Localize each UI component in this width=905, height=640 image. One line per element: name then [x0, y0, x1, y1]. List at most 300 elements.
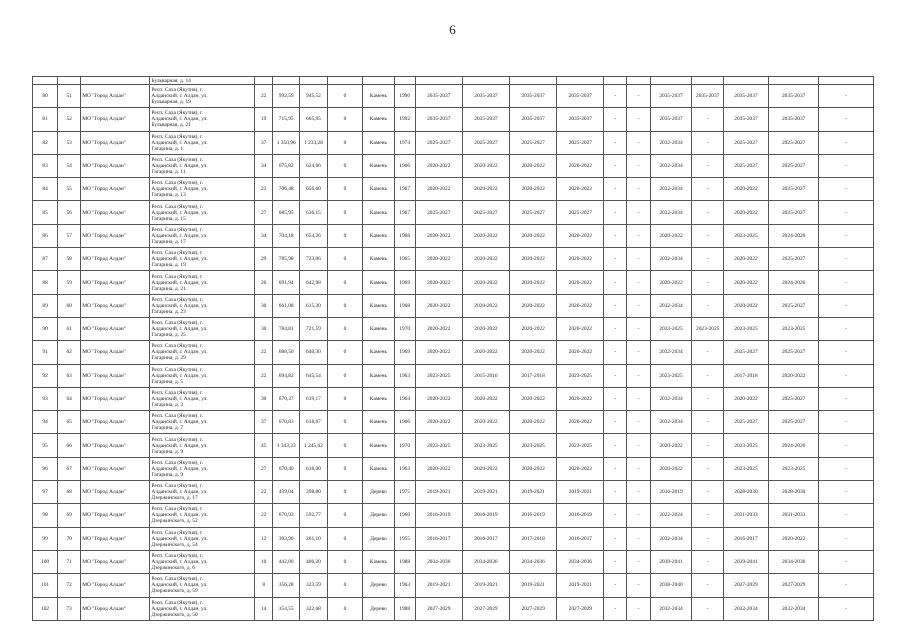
cell-p6: - [692, 201, 723, 224]
cell-p6: - [692, 481, 723, 504]
cell-f: 22 [255, 341, 273, 364]
cell-p5: 2038-2040 [650, 574, 692, 597]
cell-p2: 2020-2022 [462, 317, 509, 340]
cell-a1: 439,04 [273, 481, 300, 504]
cell-p1: 2020-2022 [415, 154, 462, 177]
address-line: Алданский, г. Алдан, ул. [151, 326, 208, 333]
cell-p3: 2020-2022 [510, 411, 557, 434]
cell-m: 73 [58, 597, 81, 620]
cell-p5: 2032-2034 [650, 341, 692, 364]
table-row [33, 178, 874, 201]
cell-mat: Камень [363, 457, 394, 480]
cell-a1: 356,28 [273, 574, 300, 597]
cell-addr [150, 457, 255, 480]
cell-m: 59 [58, 271, 81, 294]
cell-addr [150, 201, 255, 224]
cell-f: 37 [255, 411, 273, 434]
cell-p4: 2020-2022 [557, 271, 604, 294]
cell-a1: 785,98 [273, 248, 300, 271]
cell-d1: - [604, 597, 627, 620]
cell-mat: Камень [363, 387, 394, 410]
cell-a2: 1 233,28 [300, 131, 327, 154]
cell-addr [150, 550, 255, 573]
cell-a2: 323,59 [300, 574, 327, 597]
cell-a1: 992,59 [273, 85, 300, 108]
cell-p3: 2017-2018 [510, 364, 557, 387]
cell-yr: 1968 [394, 294, 415, 317]
cell-p1: 2025-2027 [415, 201, 462, 224]
cell-a1: 670,83 [273, 411, 300, 434]
cell-p1: 2034-2036 [415, 550, 462, 573]
cell-mat: Камень [363, 108, 394, 131]
cell-yr: 1967 [394, 201, 415, 224]
cell-p5: 2032-2034 [650, 154, 692, 177]
cell-p4: 2020-2022 [557, 248, 604, 271]
cell-p2: 2020-2022 [462, 154, 509, 177]
cell-addr [150, 527, 255, 550]
cell-d3: - [819, 387, 874, 410]
cell-mat: Камень [363, 248, 394, 271]
cell-z: 0 [327, 201, 363, 224]
cell-p7: 2025-2027 [723, 411, 768, 434]
cell-p4: 2020-2022 [557, 224, 604, 247]
cell-p8: 2025-2027 [769, 154, 819, 177]
cell-n: 85 [33, 201, 58, 224]
cell-a1: 661,08 [273, 294, 300, 317]
cell-p8: 2023-2025 [769, 317, 819, 340]
address-line: Алданский, г. Алдан, ул. [151, 535, 208, 542]
table-row [33, 201, 874, 224]
cell-mo: МО "Город Алдан" [81, 317, 150, 340]
cell-mo: МО "Город Алдан" [81, 481, 150, 504]
cell-p2: 2020-2022 [462, 411, 509, 434]
table-row [33, 364, 874, 387]
cell-mo: МО "Город Алдан" [81, 85, 150, 108]
cell-addr [150, 85, 255, 108]
cell-p2: 2027-2029 [462, 597, 509, 620]
cell-p6: - [692, 550, 723, 573]
cell-d3: - [819, 108, 874, 131]
cell-m: 54 [58, 154, 81, 177]
table-row [33, 248, 874, 271]
cell-p6: - [692, 271, 723, 294]
cell-p7: 2035-2037 [723, 108, 768, 131]
cell-addr [150, 317, 255, 340]
cell-p3: 2019-2021 [510, 481, 557, 504]
cell-p5: 2032-2034 [650, 294, 692, 317]
cell-addr [150, 178, 255, 201]
cell-p5: 2023-2025 [650, 364, 692, 387]
cell-p5: 2016-2019 [650, 481, 692, 504]
cell-m: 65 [58, 411, 81, 434]
cell-p7: 2023-2025 [723, 224, 768, 247]
cell-addr [150, 271, 255, 294]
address-line: Гагарина, д. 21 [151, 285, 186, 292]
address-line: Алданский, г. Алдан, ул. [151, 139, 208, 146]
cell-mat: Камень [363, 178, 394, 201]
cell-p7: 2028-2030 [723, 481, 768, 504]
cell-p3: 2023-2025 [510, 434, 557, 457]
cell-yr: 1965 [394, 248, 415, 271]
cell-p1: 2020-2022 [415, 317, 462, 340]
address-line: Гагарина, д. 11 [151, 169, 186, 176]
cell-n: 100 [33, 550, 58, 573]
cell-p4: 2020-2022 [557, 317, 604, 340]
cell-d1: - [604, 201, 627, 224]
cell-d2: - [627, 550, 650, 573]
cell-d3: - [819, 341, 874, 364]
cell-mo: МО "Город Алдан" [81, 597, 150, 620]
cell-f: 34 [255, 154, 273, 177]
cell-p5: 2032-2034 [650, 387, 692, 410]
cell-a2: 261,10 [300, 527, 327, 550]
cell-p5: 2020-2022 [650, 271, 692, 294]
cell-p4: 2020-2022 [557, 411, 604, 434]
table-row [33, 387, 874, 410]
cell-a2: 723,06 [300, 248, 327, 271]
cell-p1: 2023-2025 [415, 364, 462, 387]
address-line: Гагарина, д. 15 [151, 215, 186, 222]
table-row [33, 457, 874, 480]
cell-a1: 784,81 [273, 317, 300, 340]
cell-n: 84 [33, 178, 58, 201]
address-line: Респ. Саха (Якутия), г. [151, 599, 203, 606]
cell-f: 27 [255, 457, 273, 480]
cell-p3: 2035-2037 [510, 85, 557, 108]
cell-p2: 2035-2037 [462, 85, 509, 108]
cell-mo: МО "Город Алдан" [81, 364, 150, 387]
cell-f: 22 [255, 85, 273, 108]
cell-p3: 2034-2036 [510, 550, 557, 573]
cell-f: 22 [255, 481, 273, 504]
cell-addr [150, 504, 255, 527]
address-line: Гагарина, д. 3 [151, 402, 184, 408]
address-line: Респ. Саха (Якутия), г. [151, 483, 203, 490]
cell-a2: 624,66 [300, 154, 327, 177]
cell-p3: 2035-2037 [510, 108, 557, 131]
cell-mat: Дерево [363, 597, 394, 620]
address-line: Дзержинского, д. 6 [151, 565, 195, 572]
cell-p4: 2020-2022 [557, 387, 604, 410]
cell-addr [150, 597, 255, 620]
cell-p6: - [692, 131, 723, 154]
address-line: Алданский, г. Алдан, ул. [151, 186, 208, 193]
cell-f: 29 [255, 248, 273, 271]
cell-mo: МО "Город Алдан" [81, 108, 150, 131]
cell-n: 99 [33, 527, 58, 550]
cell-p3: 2020-2022 [510, 271, 557, 294]
cell-p2: 2020-2022 [462, 178, 509, 201]
cell-p7: 2039-2041 [723, 550, 768, 573]
cell-yr: 1964 [394, 387, 415, 410]
cell-p2: 2023-2025 [462, 434, 509, 457]
cell-z: 0 [327, 504, 363, 527]
cell-p2: 2020-2022 [462, 294, 509, 317]
cell-d3: - [819, 131, 874, 154]
cell-mo: МО "Город Алдан" [81, 248, 150, 271]
cell-p8: 2024-2026 [769, 434, 819, 457]
cell-d2: - [627, 294, 650, 317]
cell-p2: 2019-2021 [462, 574, 509, 597]
cell-p8: 2025-2027 [769, 294, 819, 317]
table-row [33, 411, 874, 434]
address-line: Алданский, г. Алдан, ул. [151, 442, 208, 449]
cell-a2: 654,26 [300, 224, 327, 247]
cell-d2: - [627, 131, 650, 154]
cell-addr [150, 481, 255, 504]
cell-addr [150, 248, 255, 271]
address-line: Дзержинского, д. 59 [151, 588, 198, 595]
cell-z: 0 [327, 457, 363, 480]
cell-p6: - [692, 527, 723, 550]
cell-p2: 2020-2022 [462, 457, 509, 480]
address-line: Дзержинского, д. 50 [151, 611, 198, 618]
cell-a1: 691,94 [273, 271, 300, 294]
cell-n: 90 [33, 317, 58, 340]
cell-mat: Камень [363, 411, 394, 434]
cell-f: 30 [255, 294, 273, 317]
cell-p1: 2020-2022 [415, 387, 462, 410]
cell-p5: 2032-2034 [650, 597, 692, 620]
cell-mo: МО "Город Алдан" [81, 341, 150, 364]
cell-d1: - [604, 108, 627, 131]
address-line: Алданский, г. Алдан, ул. [151, 396, 208, 402]
cell-addr [150, 387, 255, 410]
cell-a1: 670,37 [273, 387, 300, 410]
cell-yr: 1990 [394, 85, 415, 108]
cell-d3: - [819, 294, 874, 317]
cell-a2: 642,98 [300, 271, 327, 294]
cell-a2: 618,00 [300, 457, 327, 480]
cell-f: 30 [255, 387, 273, 410]
address-line: Бульварная, д. 19 [151, 99, 191, 106]
cell-p4: 2025-2027 [557, 131, 604, 154]
cell-a1: 685,95 [273, 201, 300, 224]
cell-p5: 2023-2025 [650, 317, 692, 340]
address-line: Алданский, г. Алдан, ул. [151, 372, 208, 379]
cell-p6: - [692, 434, 723, 457]
cell-p3: 2020-2022 [510, 294, 557, 317]
cell-a1: 675,82 [273, 154, 300, 177]
cell-p8: 2025-2027 [769, 411, 819, 434]
cell-a2: 1 245,62 [300, 434, 327, 457]
cell-d1: - [604, 341, 627, 364]
address-line: Алданский, г. Алдан, ул. [151, 512, 208, 519]
cell-mat: Дерево [363, 481, 394, 504]
cell-d3: - [819, 527, 874, 550]
cell-p2: 2035-2037 [462, 108, 509, 131]
address-line: Респ. Саха (Якутия), г. [151, 133, 203, 140]
cell-p7: 2025-2027 [723, 131, 768, 154]
cell-p3: 2025-2027 [510, 131, 557, 154]
cell-mo: МО "Город Алдан" [81, 178, 150, 201]
address-line: Респ. Саха (Якутия), г. [151, 320, 203, 327]
cell-a1: 303,90 [273, 527, 300, 550]
cell-m: 52 [58, 108, 81, 131]
cell-p5: 2032-2034 [650, 178, 692, 201]
cell-d3: - [819, 317, 874, 340]
cell-p1: 2025-2027 [415, 131, 462, 154]
address-line: Гагарина, д. 1 [151, 145, 184, 152]
cell-d2: - [627, 457, 650, 480]
cell-p1: 2020-2022 [415, 178, 462, 201]
cell-m: 64 [58, 387, 81, 410]
cell-d1: - [604, 527, 627, 550]
address-line: Дзержинского, д. 52 [151, 518, 198, 525]
cell-z: 0 [327, 294, 363, 317]
address-line: Гагарина, д. 23 [151, 308, 186, 315]
cell-n: 87 [33, 248, 58, 271]
address-line: Респ. Саха (Якутия), г. [151, 203, 203, 210]
cell-p5: 2035-2037 [650, 85, 692, 108]
cell-p8: 2024-2026 [769, 224, 819, 247]
cell-d1: - [604, 457, 627, 480]
address-line: Гагарина, д. 7 [151, 425, 184, 432]
cell-n: 91 [33, 341, 58, 364]
cell-p3: 2020-2022 [510, 154, 557, 177]
cell-mo: МО "Город Алдан" [81, 154, 150, 177]
cell-mo: МО "Город Алдан" [81, 131, 150, 154]
cell-m: 62 [58, 341, 81, 364]
cell-p4: 2020-2022 [557, 341, 604, 364]
table-row [33, 550, 874, 573]
cell-p5: 2020-2022 [650, 457, 692, 480]
cell-d3: - [819, 504, 874, 527]
cell-f: 23 [255, 178, 273, 201]
cell-p7: 2016-2017 [723, 527, 768, 550]
cell-f: 22 [255, 364, 273, 387]
cell-m: 71 [58, 550, 81, 573]
cell-m: 69 [58, 504, 81, 527]
address-line: Респ. Саха (Якутия), г. [151, 436, 203, 443]
cell-a2: 721,59 [300, 317, 327, 340]
cell-n: 96 [33, 457, 58, 480]
cell-p1: 2019-2021 [415, 574, 462, 597]
cell-d3: - [819, 248, 874, 271]
cell-yr: 1963 [394, 457, 415, 480]
cell-p8: 2028-2030 [769, 481, 819, 504]
cell-n: 86 [33, 224, 58, 247]
cell-a1: 670,40 [273, 457, 300, 480]
cell-p4: 2019-2021 [557, 574, 604, 597]
cell-d2: - [627, 201, 650, 224]
cell-a2: 398,80 [300, 481, 327, 504]
cell-p4: 2023-2025 [557, 364, 604, 387]
cell-a1: 694,82 [273, 364, 300, 387]
cell-m: 66 [58, 434, 81, 457]
cell-mo: МО "Город Алдан" [81, 434, 150, 457]
table-row [33, 317, 874, 340]
cell-f: 34 [255, 224, 273, 247]
cell-p3: 2020-2022 [510, 178, 557, 201]
cell-p5: 2022-2024 [650, 504, 692, 527]
cell-d1: - [604, 224, 627, 247]
cell-p2: 2016-2019 [462, 504, 509, 527]
cell-d1: - [604, 574, 627, 597]
address-line: Респ. Саха (Якутия), г. [151, 366, 203, 373]
address-line: Респ. Саха (Якутия), г. [151, 553, 203, 560]
cell-p6: - [692, 364, 723, 387]
cell-z: 0 [327, 154, 363, 177]
cell-p7: 2017-2018 [723, 364, 768, 387]
cell-p4: 2035-2037 [557, 85, 604, 108]
cell-addr [150, 411, 255, 434]
cell-mat: Камень [363, 131, 394, 154]
cell-p3: 2016-2019 [510, 504, 557, 527]
cell-p3: 2027-2029 [510, 597, 557, 620]
cell-d3: - [819, 457, 874, 480]
cell-p6: - [692, 574, 723, 597]
cell-f: 45 [255, 434, 273, 457]
cell-mat: Камень [363, 201, 394, 224]
cell-z: 0 [327, 364, 363, 387]
cell-d2: - [627, 178, 650, 201]
cell-yr: 1966 [394, 411, 415, 434]
cell-p6: - [692, 224, 723, 247]
table-row [33, 108, 874, 131]
cell-m: 55 [58, 178, 81, 201]
cell-p8: 2025-2027 [769, 341, 819, 364]
cell-mat: Камень [363, 224, 394, 247]
cell-f: 14 [255, 597, 273, 620]
address-line: Респ. Саха (Якутия), г. [151, 529, 203, 536]
cell-m: 68 [58, 481, 81, 504]
cell-p5: 2032-2034 [650, 201, 692, 224]
cell-yr: 1967 [394, 178, 415, 201]
cell-addr [150, 294, 255, 317]
cell-a1: 442,00 [273, 550, 300, 573]
cell-f: 37 [255, 131, 273, 154]
cell-p7: 2031-2033 [723, 504, 768, 527]
table-row [33, 481, 874, 504]
address-line: Гагарина, д. 9 [151, 448, 184, 455]
cell-n: 92 [33, 364, 58, 387]
cell-p6: - [692, 178, 723, 201]
cell-d2: - [627, 364, 650, 387]
cell-z: 0 [327, 387, 363, 410]
cell-d1: - [604, 131, 627, 154]
cell-p1: 2016-2017 [415, 527, 462, 550]
cell-m: 63 [58, 364, 81, 387]
address-line: Алданский, г. Алдан, ул. [151, 559, 208, 566]
cell-a2: 322,68 [300, 597, 327, 620]
cell-yr: 1975 [394, 481, 415, 504]
cell-p1: 2027-2029 [415, 597, 462, 620]
cell-p2: 2020-2022 [462, 341, 509, 364]
address-line: Респ. Саха (Якутия), г. [151, 576, 203, 583]
cell-p5: 2032-2034 [650, 248, 692, 271]
cell-d1: - [604, 178, 627, 201]
cell-a1: 715,95 [273, 108, 300, 131]
cell-yr: 1963 [394, 574, 415, 597]
cell-p7: 2032-2034 [723, 597, 768, 620]
cell-d2: - [627, 411, 650, 434]
address-line: Алданский, г. Алдан, ул. [151, 582, 208, 589]
cell-f: 30 [255, 317, 273, 340]
cell-m: 60 [58, 294, 81, 317]
cell-d1: - [604, 364, 627, 387]
cell-p8: 2034-2036 [769, 550, 819, 573]
address-line: Алданский, г. Алдан, ул. [151, 489, 208, 496]
cell-d1: - [604, 85, 627, 108]
address-line: Алданский, г. Алдан, ул. [151, 256, 208, 263]
cell-z: 0 [327, 224, 363, 247]
cell-p1: 2035-2037 [415, 85, 462, 108]
cell-d2: - [627, 574, 650, 597]
cell-d3: - [819, 411, 874, 434]
cell-f: 8 [255, 574, 273, 597]
cell-m: 58 [58, 248, 81, 271]
